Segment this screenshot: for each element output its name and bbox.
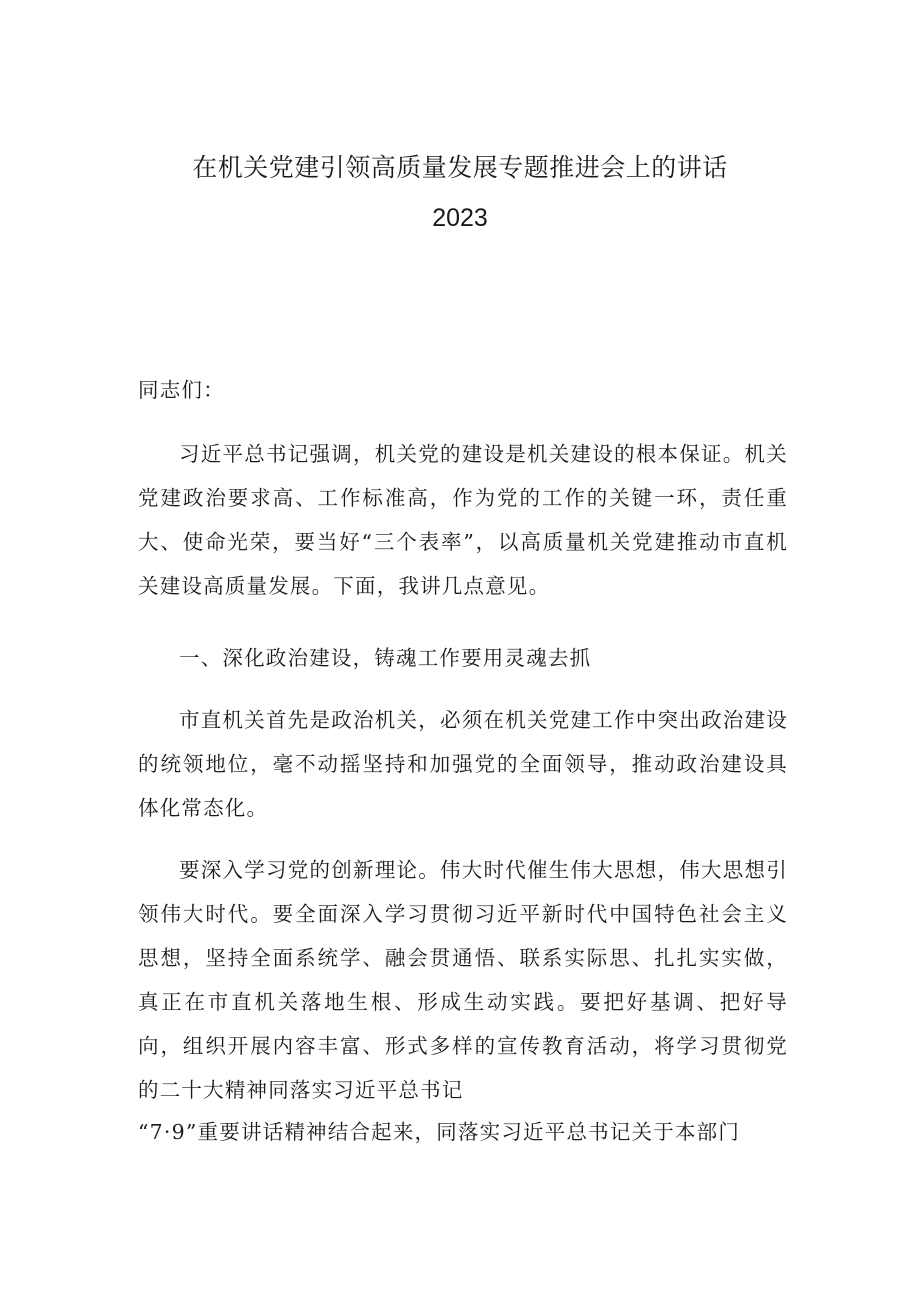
document-year: 2023 xyxy=(432,204,488,232)
paragraph-intro: 习近平总书记强调，机关党的建设是机关建设的根本保证。机关党建政治要求高、工作标准高，作为党的工作的关键一环，责任重大、使命光荣，要当好“三个表率”，以高质量机关党建推动市直机关建设高质量发展。下面，我讲几点意见。 xyxy=(138,442,788,598)
salutation: 同志们： xyxy=(138,378,225,402)
document-title: 在机关党建引领高质量发展专题推进会上的讲话 xyxy=(192,153,728,182)
paragraph-continuation: “7·9”重要讲话精神结合起来，同落实习近平总书记关于本部门 xyxy=(138,1120,741,1144)
paragraph-political-organ: 市直机关首先是政治机关，必须在机关党建工作中突出政治建设的统领地位，毫不动摇坚持和加强党的全面领导，推动政治建设具体化常态化。 xyxy=(138,708,788,820)
section-heading-1: 一、深化政治建设，铸魂工作要用灵魂去抓 xyxy=(179,646,592,670)
paragraph-study-theory: 要深入学习党的创新理论。伟大时代催生伟大思想，伟大思想引领伟大时代。要全面深入学习贯彻习近平新时代中国特色社会主义思想，坚持全面系统学、融会贯通悟、联系实际思、扎扎实实做，真正在市直机关落地生根、形成生动实践。要把好基调、把好导向，组织开展内容丰富、形式多样的宣传教育活动，将学习贯彻党的二十大精神同落实习近平总书记 xyxy=(138,858,788,1102)
